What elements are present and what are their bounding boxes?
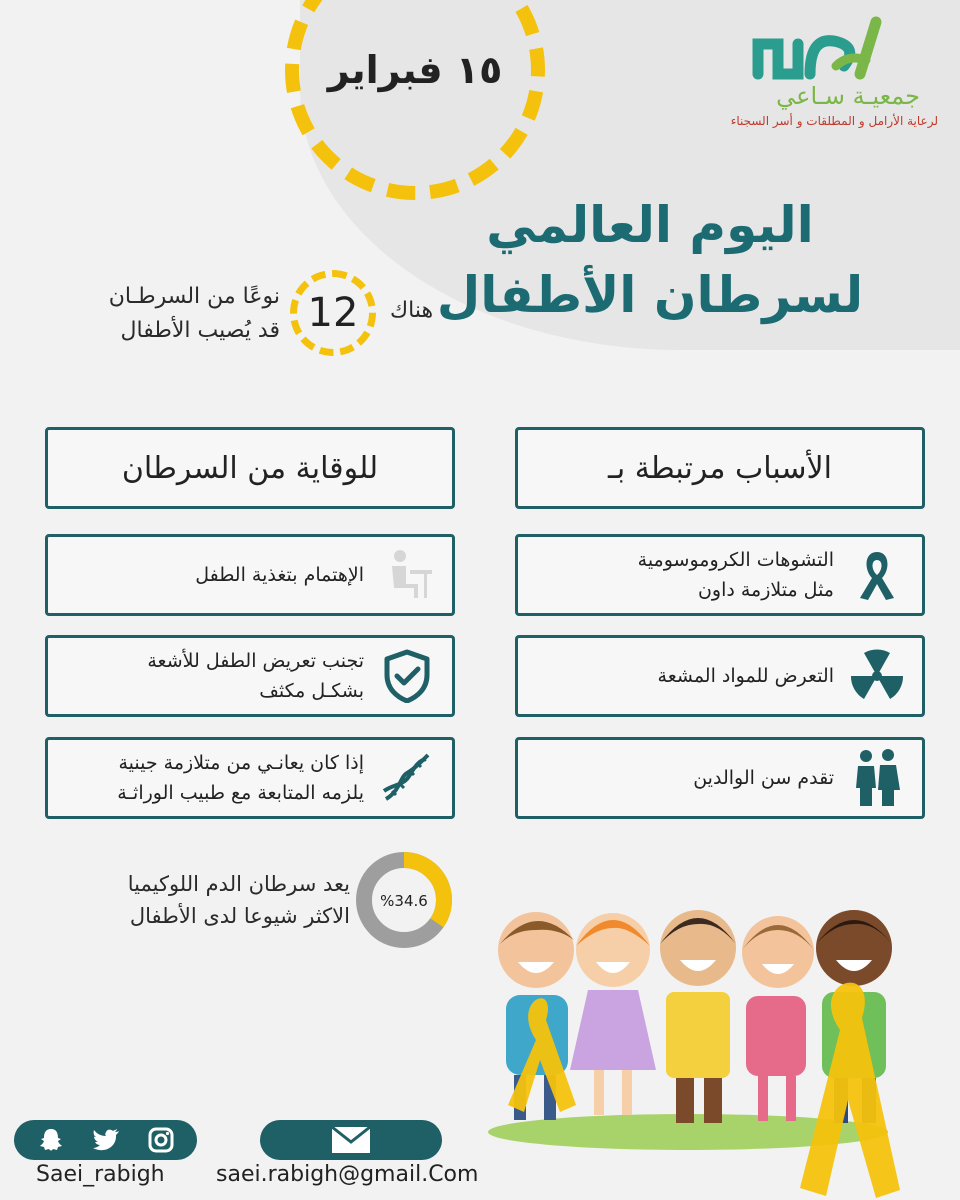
kids-illustration — [488, 900, 918, 1200]
leukemia-text — [80, 868, 350, 932]
child-2 — [570, 913, 656, 1115]
prevention-heading: للوقاية من السرطان — [45, 427, 455, 509]
prevention-item-radiation — [45, 635, 455, 717]
prevention-1-line-1: الإهتمام بتغذية الطفل — [195, 564, 364, 586]
child-4 — [742, 916, 814, 1121]
logo-mark-icon — [748, 14, 888, 84]
child-3 — [660, 910, 736, 1123]
cause-item-radiation — [515, 635, 925, 717]
ribbon-icon — [850, 548, 904, 602]
prevention-item-nutrition — [45, 534, 455, 616]
logo — [688, 14, 938, 128]
cancer-types-fact — [80, 270, 460, 360]
cause-1-line-2: مثل متلازمة داون — [697, 579, 834, 601]
social-handle[interactable]: Saei_rabigh — [36, 1162, 165, 1187]
title-line-2: لسرطان الأطفال — [436, 266, 864, 324]
logo-name: جمعيـة سـاعي — [776, 82, 920, 110]
fact-line-2: قد يُصيب الأطفال — [120, 318, 280, 343]
email-bar — [260, 1120, 442, 1160]
prevention-2-line-2: بشكـل مكثف — [259, 680, 364, 702]
cause-2-line-1: التعرض للمواد المشعة — [657, 665, 834, 687]
title-line-1: اليوم العالمي — [486, 196, 814, 254]
leukemia-line-1: يعد سرطان الدم اللوكيميا — [127, 872, 350, 896]
twitter-icon[interactable] — [92, 1128, 120, 1152]
prevention-2-line-1: تجنب تعريض الطفل للأشعة — [147, 650, 364, 672]
snapchat-icon[interactable] — [38, 1127, 64, 1153]
donut-label: %34.6 — [380, 892, 428, 910]
child-eating-icon — [380, 548, 434, 602]
fact-number: 12 — [290, 270, 376, 356]
radiation-icon — [850, 649, 904, 703]
prevention-3-line-2: يلزمه المتابعة مع طبيب الوراثـة — [117, 782, 364, 804]
social-icons-bar — [14, 1120, 197, 1160]
leukemia-line-2: الاكثر شيوعا لدى الأطفال — [129, 904, 350, 928]
logo-subtitle: لرعاية الأرامل و المطلقات و أسر السجناء — [730, 114, 938, 128]
instagram-icon[interactable] — [148, 1127, 174, 1153]
fact-prefix: هناك — [390, 298, 434, 323]
leukemia-stat — [80, 848, 460, 948]
cause-item-parents-age — [515, 737, 925, 819]
date-label: ١٥ فبراير — [327, 48, 503, 92]
cause-item-chromosomal — [515, 534, 925, 616]
shield-check-icon — [380, 649, 434, 703]
fact-line-1: نوعًا من السرطـان — [108, 284, 280, 309]
dna-icon — [380, 751, 434, 805]
causes-heading: الأسباب مرتبطة بـ — [515, 427, 925, 509]
prevention-3-line-1: إذا كان يعانـي من متلازمة جينية — [118, 752, 364, 774]
email-icon[interactable] — [331, 1126, 371, 1154]
elderly-couple-icon — [850, 751, 904, 805]
prevention-item-genetic — [45, 737, 455, 819]
cause-3-line-1: تقدم سن الوالدين — [693, 767, 834, 789]
leukemia-donut — [352, 848, 456, 952]
page-title — [430, 190, 870, 330]
fact-text — [80, 280, 280, 348]
cause-1-line-1: التشوهات الكروموسومية — [637, 549, 834, 571]
email-address[interactable]: saei.rabigh@gmail.Com — [216, 1162, 479, 1187]
